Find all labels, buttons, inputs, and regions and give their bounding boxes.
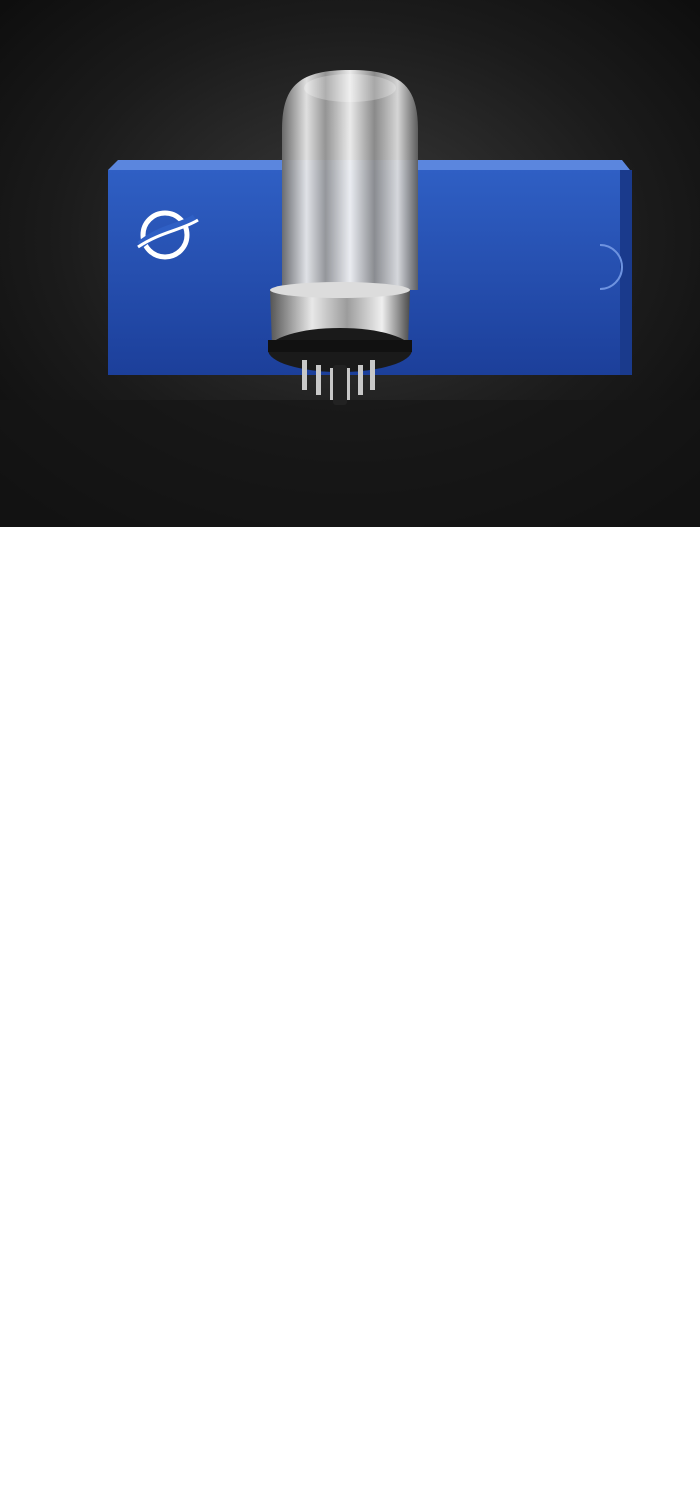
tube-photo-illustration	[0, 0, 700, 527]
product-photo	[0, 0, 700, 527]
vacuum-tube	[268, 70, 418, 405]
